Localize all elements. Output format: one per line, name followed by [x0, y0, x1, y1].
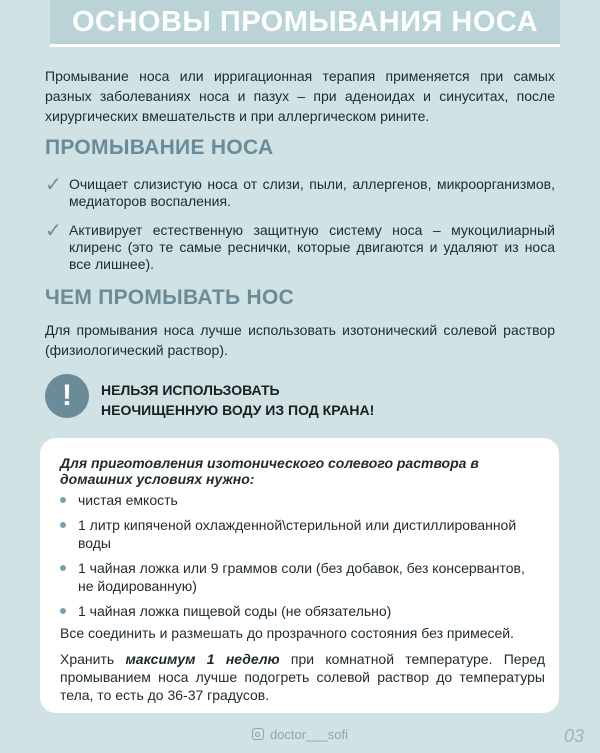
list-item-text: Активирует естественную защитную систему носа – мукоцилиарный клиренс (это те самые реснички, которые двигаются и удаляют из носа все лишнее).: [69, 222, 555, 272]
bullet-dot-icon: [60, 522, 66, 528]
warning-text: [101, 380, 374, 420]
recipe-card: [40, 438, 559, 713]
section-heading-washing: ПРОМЫВАНИЕ НОСА: [45, 136, 274, 159]
list-item: [60, 491, 540, 509]
intro-paragraph: Промывание носа или ирригационная терапия применяется при самых разных заболеваниях носа и пазух – при аденоидах и синуситах, после хирургических вмешательств и при аллергическом рините.: [45, 68, 555, 124]
mix-instruction: Все соединить и размешать до прозрачного состояния без примесей.: [60, 625, 514, 641]
storage-suffix: при комнатной температуре. Перед промыванием носа лучше подогреть солевой раствор до температуры тела, то есть до 36-37 градусов.: [60, 651, 546, 703]
title-underline: [50, 44, 560, 47]
bullet-dot-icon: [60, 608, 66, 614]
instagram-icon: [252, 728, 264, 740]
list-item: [45, 222, 555, 273]
storage-duration: максимум 1 неделю: [125, 651, 280, 667]
list-item: [60, 516, 540, 552]
recipe-heading: Для приготовления изотонического солевого раствора в домашних условиях нужно:: [60, 455, 479, 487]
checkmark-icon: ✓: [45, 174, 62, 196]
warning-line-1: НЕЛЬЗЯ ИСПОЛЬЗОВАТЬ: [101, 382, 280, 398]
warning-line-2: НЕОЧИЩЕННУЮ ВОДУ ИЗ ПОД КРАНА!: [101, 402, 375, 418]
title-banner: [50, 0, 560, 45]
exclamation-mark: !: [62, 379, 72, 412]
bullet-dot-icon: [60, 565, 66, 571]
section-heading-what-to-use: ЧЕМ ПРОМЫВАТЬ НОС: [45, 286, 295, 309]
page-title: ОСНОВЫ ПРОМЫВАНИЯ НОСА: [71, 6, 539, 38]
warning-icon: [45, 374, 89, 418]
list-item-text: 1 чайная ложка или 9 граммов соли (без добавок, без консервантов, не йодированную): [78, 560, 525, 594]
handle-text: doctor___sofi: [269, 727, 349, 742]
page-number: 03: [563, 726, 584, 746]
instagram-handle[interactable]: [0, 727, 600, 742]
saline-paragraph: Для промывания носа лучше использовать изотонический солевой раствор (физиологический раствор).: [45, 322, 555, 358]
storage-prefix: Хранить: [60, 651, 126, 667]
list-item: [60, 559, 540, 595]
list-item-text: чистая емкость: [78, 492, 178, 508]
storage-instruction: [60, 650, 545, 704]
list-item-text: Очищает слизистую носа от слизи, пыли, аллергенов, микроорганизмов, медиаторов воспаления.: [69, 176, 555, 209]
checkmark-icon: ✓: [45, 220, 62, 242]
list-item: [45, 176, 555, 210]
list-item-text: 1 литр кипяченой охлажденной\стерильной или дистиллированной воды: [78, 517, 517, 551]
ingredients-list: [60, 491, 540, 627]
benefits-list: [45, 176, 555, 285]
bullet-dot-icon: [60, 497, 66, 503]
list-item-text: 1 чайная ложка пищевой соды (не обязательно): [78, 603, 392, 619]
list-item: [60, 602, 540, 620]
